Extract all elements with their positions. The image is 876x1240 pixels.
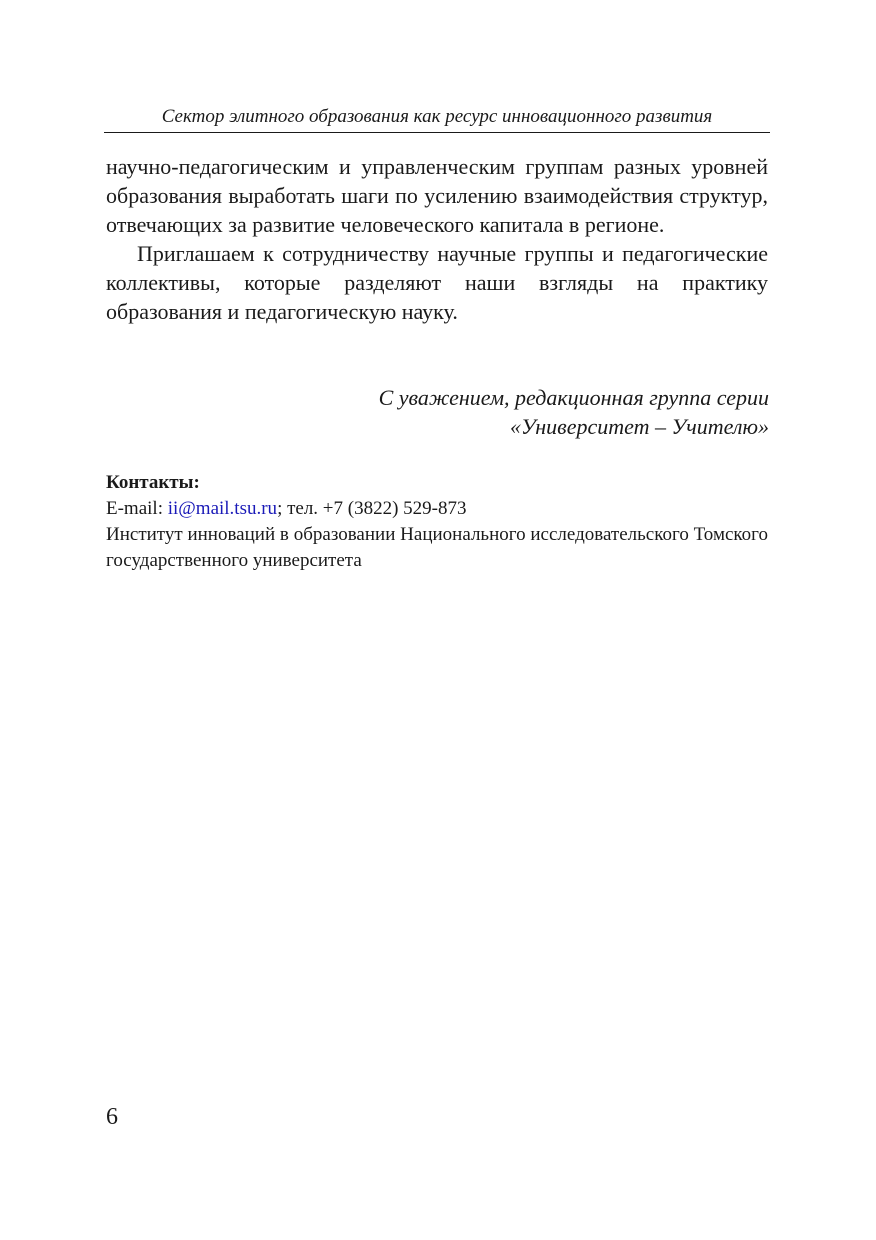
- paragraph-continuation: научно-педагогическим и управленческим группам разных уровней образования выработать шаги по усилению взаимодействия структур, отвечающих за развитие человеческого капитала в регионе.: [106, 154, 768, 237]
- page-number: 6: [106, 1104, 118, 1130]
- contacts-block: [106, 470, 768, 574]
- institute-name: Институт инноваций в образовании Национального исследовательского Томского государственного университета: [106, 524, 768, 571]
- paragraph-invitation: Приглашаем к сотрудничеству научные группы и педагогические коллективы, которые разделяют наши взгляды на практику образования и педагогическую науку.: [106, 241, 768, 324]
- signature-line-2: «Университет – Учителю»: [509, 414, 769, 439]
- contacts-email-line: [106, 496, 768, 522]
- email-link[interactable]: ii@mail.tsu.ru: [167, 498, 278, 519]
- body-text: [106, 152, 768, 326]
- running-header: Сектор элитного образования как ресурс инновационного развития: [104, 104, 770, 133]
- signature: [209, 383, 769, 441]
- phone-text: ; тел. +7 (3822) 529-873: [277, 498, 467, 519]
- contacts-title: Контакты:: [106, 472, 200, 493]
- email-label: E-mail:: [106, 498, 168, 519]
- signature-line-1: С уважением, редакционная группа серии: [378, 385, 769, 410]
